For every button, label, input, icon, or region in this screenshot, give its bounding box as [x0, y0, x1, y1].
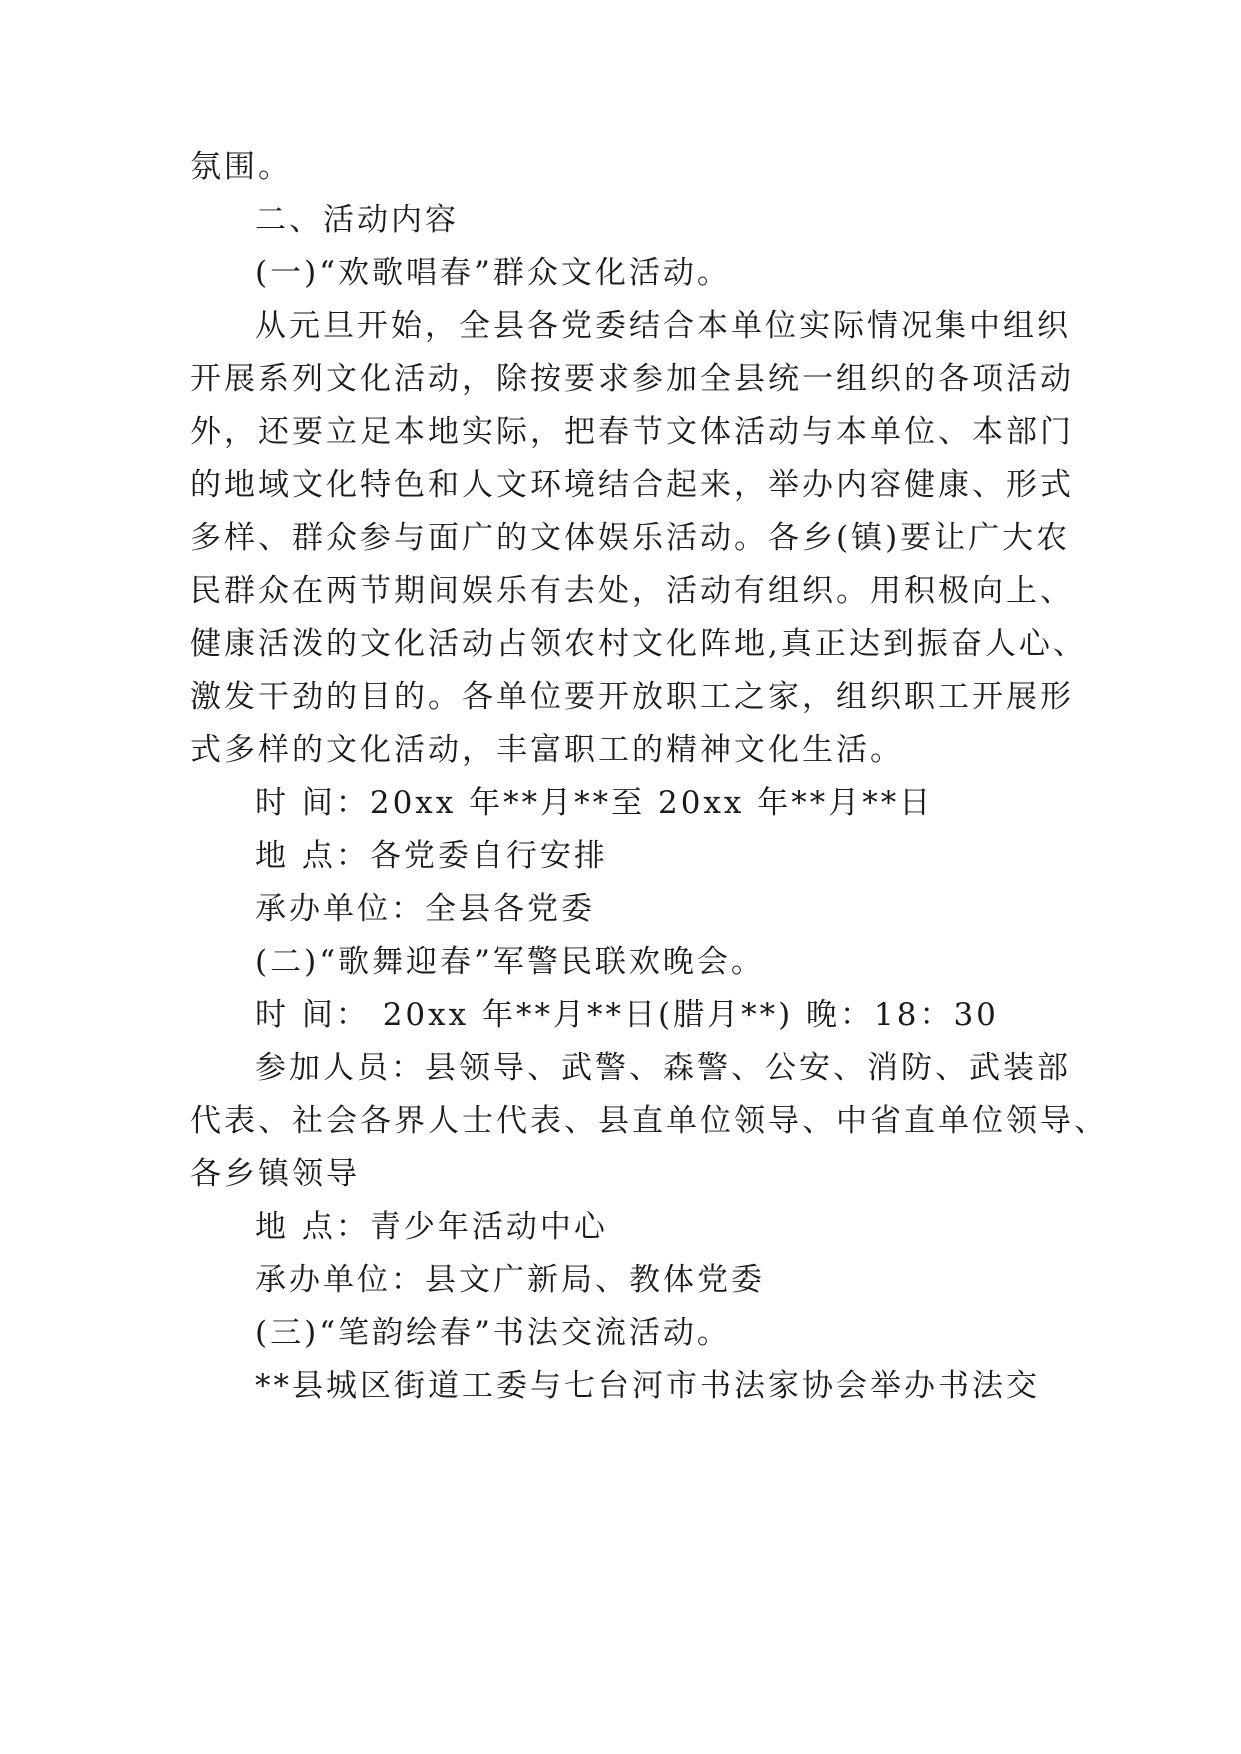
location-line: 地 点：青少年活动中心 — [255, 1209, 608, 1245]
subsection-heading: (一)“欢歌唱春”群众文化活动。 — [255, 255, 731, 291]
subsection-heading: (三)“笔韵绘春”书法交流活动。 — [255, 1315, 731, 1351]
organizer-line: 承办单位：全县各党委 — [255, 891, 595, 927]
paragraph-line: 健康活泼的文化活动占领农村文化阵地,真正达到振奋人心、 — [190, 626, 1087, 662]
paragraph-line: 外，还要立足本地实际，把春节文体活动与本单位、本部门 — [190, 414, 1074, 450]
subsection-heading: (二)“歌舞迎春”军警民联欢晚会。 — [255, 944, 765, 980]
section-heading: 二、活动内容 — [255, 202, 459, 238]
paragraph-line: 多样、群众参与面广的文体娱乐活动。各乡(镇)要让广大农 — [190, 520, 1071, 556]
paragraph-line: 从元旦开始，全县各党委结合本单位实际情况集中组织 — [255, 308, 1071, 344]
time-line: 时 间：20xx 年**月**至 20xx 年**月**日 — [255, 785, 934, 821]
paragraph-line: 代表、社会各界人士代表、县直单位领导、中省直单位领导、 — [190, 1103, 1108, 1139]
participants-line: 参加人员：县领导、武警、森警、公安、消防、武装部 — [255, 1050, 1071, 1086]
paragraph-line: 激发干劲的目的。各单位要开放职工之家，组织职工开展形 — [190, 679, 1074, 715]
organizer-line: 承办单位：县文广新局、教体党委 — [255, 1262, 765, 1298]
paragraph-line: **县城区街道工委与七台河市书法家协会举办书法交 — [255, 1368, 1040, 1404]
location-line: 地 点：各党委自行安排 — [255, 838, 608, 874]
paragraph-line: 各乡镇领导 — [190, 1156, 360, 1192]
time-line: 时 间： 20xx 年**月**日(腊月**) 晚：18：30 — [255, 997, 999, 1033]
paragraph-line: 式多样的文化活动，丰富职工的精神文化生活。 — [190, 732, 904, 768]
paragraph-line: 的地域文化特色和人文环境结合起来，举办内容健康、形式 — [190, 467, 1074, 503]
paragraph-line: 氛围。 — [190, 149, 292, 185]
paragraph-line: 开展系列文化活动，除按要求参加全县统一组织的各项活动 — [190, 361, 1074, 397]
paragraph-line: 民群众在两节期间娱乐有去处，活动有组织。用积极向上、 — [190, 573, 1074, 609]
